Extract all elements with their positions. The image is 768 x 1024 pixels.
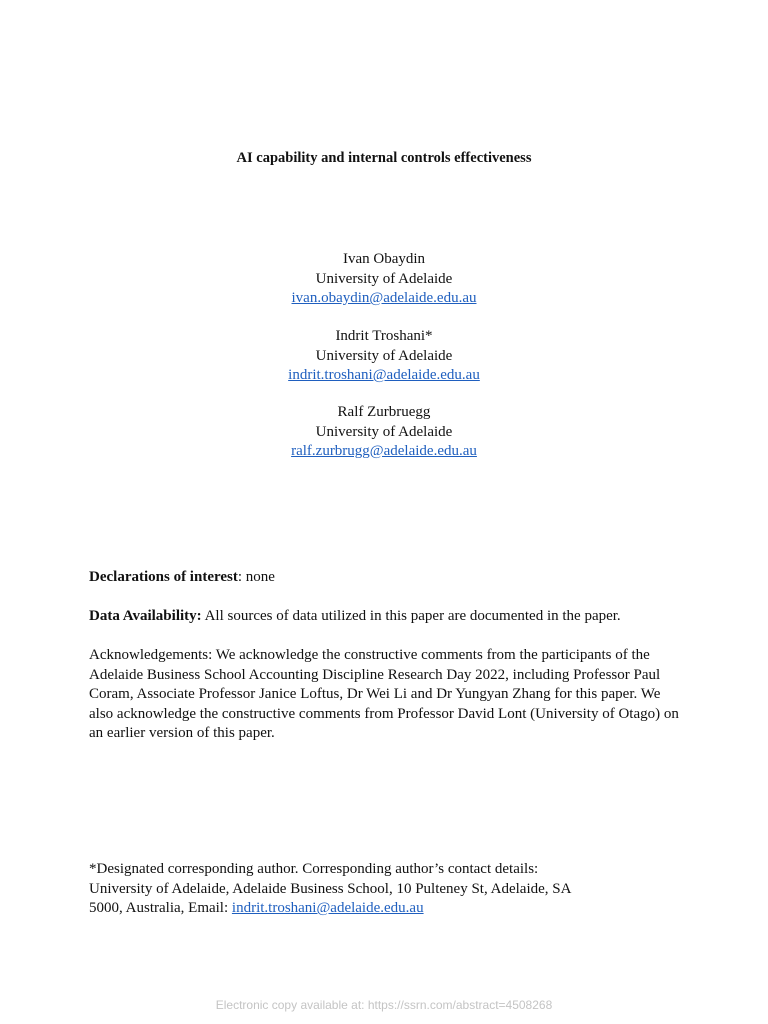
author-email-link[interactable]: indrit.troshani@adelaide.edu.au	[288, 367, 480, 383]
author-affiliation: University of Adelaide	[315, 347, 453, 364]
paper-title: AI capability and internal controls effectiveness	[236, 150, 532, 166]
data-availability-value: All sources of data utilized in this paper are documented in the paper.	[201, 608, 621, 624]
acknowledgements-paragraph: Acknowledgements: We acknowledge the constructive comments from the participants of the Adelaide Business School Accounting Discipline Research Day 2022, including Professor Paul Coram, Associate Professor Janice Loftus, Dr Wei Li and Dr Yungyan Zhang for this paper. We also acknowledge the constructive comments from Professor David Lont (University of Otago) on an earlier version of this paper.	[89, 647, 679, 741]
author-email-link[interactable]: ralf.zurbrugg@adelaide.edu.au	[291, 443, 477, 459]
ssrn-watermark: Electronic copy available at: https://ssrn.com/abstract=4508268	[215, 998, 553, 1012]
declarations-label: Declarations of interest	[89, 569, 238, 585]
corresponding-author-note	[89, 860, 589, 919]
author-name: Ivan Obaydin	[342, 251, 426, 267]
author-affiliation: University of Adelaide	[315, 423, 453, 440]
data-availability-paragraph	[89, 607, 679, 627]
corresponding-text: *Designated corresponding author. Corresponding author’s contact details: University of Adelaide, Adelaide Business School, 10 Pulteney St, Adelaide, SA 5000, Australia, Email:	[89, 861, 571, 916]
author-name: Ralf Zurbruegg	[337, 404, 431, 420]
corresponding-email-link[interactable]: indrit.troshani@adelaide.edu.au	[231, 900, 424, 916]
author-block-1	[0, 250, 768, 309]
declarations-paragraph	[89, 568, 679, 588]
author-block-3	[0, 403, 768, 462]
author-email-link[interactable]: ivan.obaydin@adelaide.edu.au	[291, 290, 477, 306]
data-availability-label: Data Availability:	[89, 608, 202, 624]
declarations-value: : none	[237, 569, 275, 585]
author-affiliation: University of Adelaide	[315, 270, 453, 287]
author-name: Indrit Troshani*	[335, 328, 433, 344]
author-block-2	[0, 327, 768, 386]
